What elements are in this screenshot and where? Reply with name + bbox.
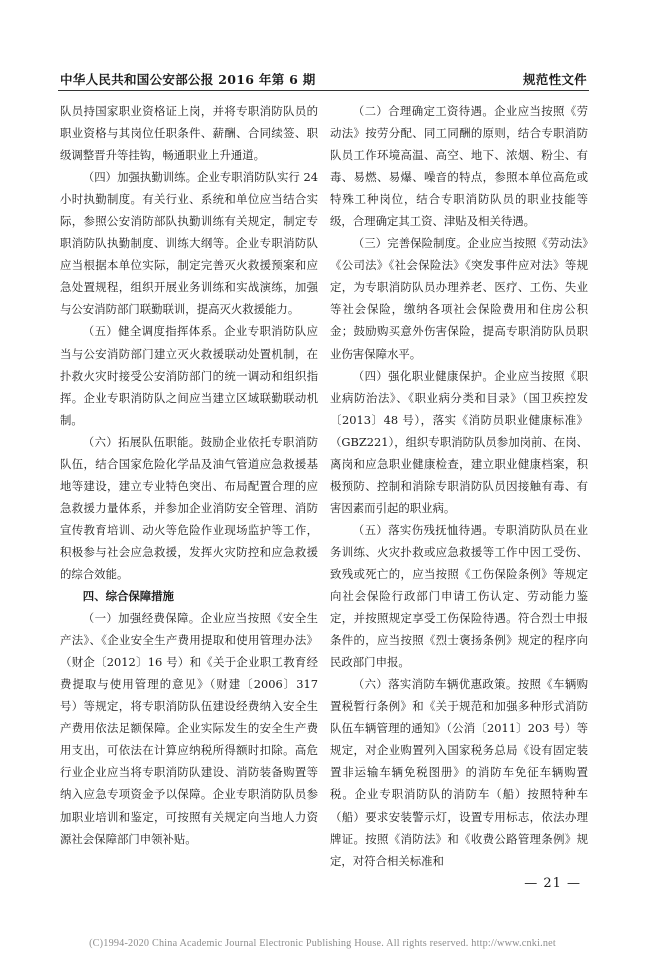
header-divider xyxy=(58,90,589,91)
section-heading: 四、综合保障措施 xyxy=(82,589,174,604)
paragraph: （六）拓展队伍职能。鼓励企业依托专职消防队伍，结合国家危险化学品及油气管道应急救援基地等建设，建立专业特色突出、布局配置合理的应急救援力量体系，并参加企业消防安全管理、消防宣传教育培训、动火等危险作业现场监护等工作，积极参与社会应急救援，发挥火灾防控和应急救援的综合效能。 xyxy=(60,434,318,581)
paragraph: （三）完善保险制度。企业应当按照《劳动法》《公司法》《社会保险法》《突发事件应对法》等规定，为专职消防队员办理养老、医疗、工伤、失业等社会保险，缴纳各项社会保险费用和住房公积金；鼓励购买意外伤害保险，提高专职消防队员职业伤害保障水平。 xyxy=(330,236,588,361)
paragraph: （四）加强执勤训练。企业专职消防队实行 24 小时执勤制度。有关行业、系统和单位应当结合实际，参照公安消防部队执勤训练有关规定，制定专职消防队执勤制度、训练大纲等。企业专职消防队应当根据本单位实际，制定完善灭火救援预案和应急处置规程，组织开展业务训练和实战演练，加强与公安消防部门联勤联训，提高灭火救援能力。 xyxy=(60,170,318,317)
running-header xyxy=(60,64,587,88)
page-number: — 21 — xyxy=(524,876,581,891)
paragraph: （五）落实伤残抚恤待遇。专职消防队员在业务训练、火灾扑救或应急救援等工作中因工受伤、致残或死亡的，应当按照《工伤保险条例》等规定向社会保险行政部门申请工伤认定、劳动能力鉴定，并按照规定享受工伤保险待遇。符合烈士申报条件的，应当按照《烈士褒扬条例》规定的程序向民政部门申报。 xyxy=(330,522,588,670)
journal-title: 中华人民共和国公安部公报 2016 年第 6 期 xyxy=(60,72,316,87)
paragraph: 队员持国家职业资格证上岗，并将专职消防队员的职业资格与其岗位任职条件、薪酬、合同续签、职级调整晋升等挂钩，畅通职业上升通道。 xyxy=(60,104,318,163)
left-column xyxy=(60,100,318,850)
copyright-notice: (C)1994-2020 China Academic Journal Electronic Publishing House. All rights reserved. http://www.cnki.net xyxy=(89,938,556,949)
right-column xyxy=(330,100,588,872)
paragraph: （六）落实消防车辆优惠政策。按照《车辆购置税暂行条例》和《关于规范和加强多种形式消防队伍车辆管理的通知》（公消〔2011〕203 号）等规定，对企业购置列入国家税务总局《设有固定装置非运输车辆免税图册》的消防车免征车辆购置税。企业专职消防队的消防车（船）按照特种车（船）要求安装警示灯，设置专用标志，依法办理牌证。按照《消防法》和《收费公路管理条例》规定，对符合相关标准和 xyxy=(330,677,588,868)
paragraph: （五）健全调度指挥体系。企业专职消防队应当与公安消防部门建立灭火救援联动处置机制，在扑救火灾时接受公安消防部门的统一调动和组织指挥。企业专职消防队之间应当建立区域联勤联动机制。 xyxy=(60,324,318,427)
paragraph: （二）合理确定工资待遇。企业应当按照《劳动法》按劳分配、同工同酬的原则，结合专职消防队员工作环境高温、高空、地下、浓烟、粉尘、有毒、易燃、易爆、噪音的特点，参照本单位高危或特殊工种岗位，结合专职消防队员的职业技能等级，合理确定其工资、津贴及相关待遇。 xyxy=(330,104,588,229)
paragraph: （四）强化职业健康保护。企业应当按照《职业病防治法》、《职业病分类和目录》（国卫疾控发〔2013〕48 号），落实《消防员职业健康标准》（GBZ221），组织专职消防队员参加岗前、在岗、离岗和应急职业健康检查，建立职业健康档案，积极预防、控制和消除专职消防队员因接触有毒、有害因素而引起的职业病。 xyxy=(330,368,588,515)
paragraph: （一）加强经费保障。企业应当按照《安全生产法》、《企业安全生产费用提取和使用管理办法》（财企〔2012〕16 号）和《关于企业职工教育经费提取与使用管理的意见》（财建〔2006〕317 号）等规定，将专职消防队伍建设经费纳入安全生产费用依法足额保障。企业实际发生的安全生产费用支出，可依法在计算应纳税所得额时扣除。高危行业企业应当将专职消防队建设、消防装备购置等纳入应急专项资金予以保障。企业专职消防队员参加职业培训和鉴定，可按照有关规定向当地人力资源社会保障部门申领补贴。 xyxy=(60,611,318,846)
section-title: 规范性文件 xyxy=(522,72,587,87)
